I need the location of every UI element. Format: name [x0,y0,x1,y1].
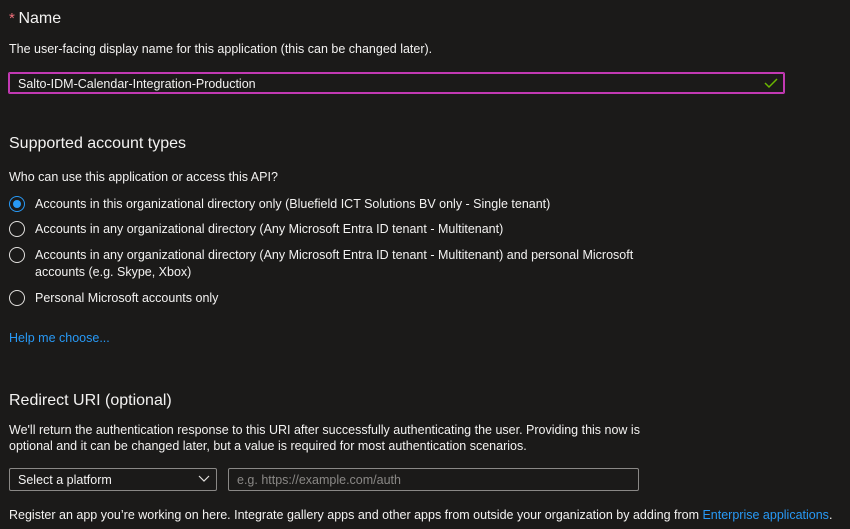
name-input-value[interactable]: Salto-IDM-Calendar-Integration-Production [18,77,256,91]
name-description: The user-facing display name for this application (this can be changed later). [9,42,433,56]
platform-select-value: Select a platform [18,473,112,487]
required-marker: * [9,10,15,27]
footer-period: . [828,508,833,522]
account-types-question: Who can use this application or access this API? [9,170,278,184]
radio-button[interactable] [9,290,25,306]
radio-button[interactable] [9,247,25,263]
checkmark-icon [764,77,778,89]
footer-text [9,508,832,522]
radio-button[interactable] [9,196,25,212]
description-line2: optional and it can be changed later, but a value is required for most authentication scenarios. [9,439,527,453]
radio-label [35,247,633,281]
redirect-uri-input[interactable] [228,468,639,491]
redirect-uri-description [9,422,640,454]
redirect-uri-title: Redirect URI (optional) [9,392,172,409]
radio-label: Accounts in this organizational directory only (Bluefield ICT Solutions BV only - Single tenant) [35,197,551,211]
radio-label: Personal Microsoft accounts only [35,291,219,305]
description-line1: We'll return the authentication response to this URI after successfully authenticating the user. Providing this now is [9,423,640,437]
radio-option-multitenant[interactable] [9,221,503,238]
redirect-uri-placeholder: e.g. https://example.com/auth [237,473,401,487]
footer-text-body: Register an app you’re working on here. Integrate gallery apps and other apps from outside your organization by adding from [9,508,703,522]
enterprise-applications-link[interactable]: Enterprise applications [702,508,829,522]
name-label [9,10,61,28]
radio-option-personal-only[interactable] [9,290,218,307]
name-title: Name [18,10,62,27]
radio-option-multitenant-personal[interactable] [9,247,633,281]
name-input[interactable] [8,72,785,94]
account-types-title: Supported account types [9,135,187,152]
radio-label: Accounts in any organizational directory (Any Microsoft Entra ID tenant - Multitenant) [35,222,504,236]
radio-option-single-tenant[interactable] [9,196,550,213]
radio-button[interactable] [9,221,25,237]
radio-label-line2: accounts (e.g. Skype, Xbox) [35,265,192,279]
chevron-down-icon [198,475,210,483]
radio-label-line1: Accounts in any organizational directory (Any Microsoft Entra ID tenant - Multitenant) and personal Microsoft [35,248,634,262]
help-me-choose-link[interactable]: Help me choose... [9,331,110,345]
platform-select[interactable] [9,468,217,491]
